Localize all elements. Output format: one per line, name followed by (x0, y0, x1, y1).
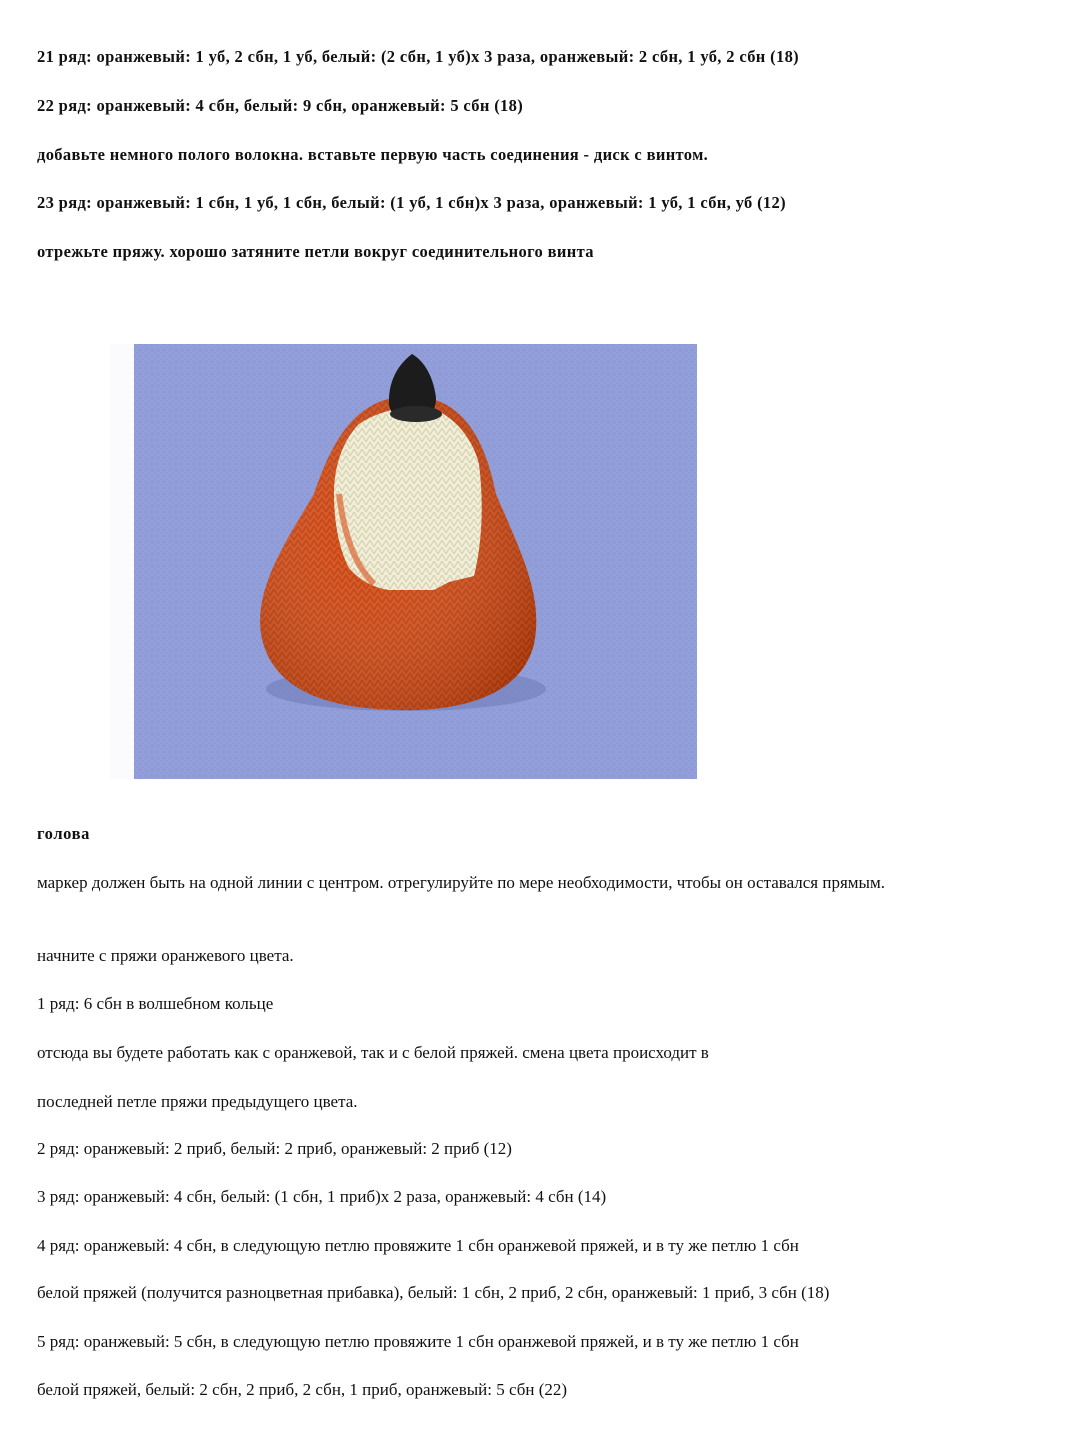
fox-body-photo (134, 344, 697, 779)
row-23-text: 23 ряд: оранжевый: 1 сбн, 1 уб, 1 сбн, белый: (1 уб, 1 сбн)х 3 раза, оранжевый: 1 уб, 1 сбн, уб (12) (37, 193, 786, 212)
row-22-text: 22 ряд: оранжевый: 4 сбн, белый: 9 сбн, оранжевый: 5 сбн (18) (37, 96, 524, 115)
color-note-line-2: последней петле пряжи предыдущего цвета. (37, 1092, 358, 1111)
row-3-text: 3 ряд: оранжевый: 4 сбн, белый: (1 сбн, 1 приб)х 2 раза, оранжевый: 4 сбн (14) (37, 1187, 607, 1206)
marker-note: маркер должен быть на одной линии с центром. отрегулируйте по мере необходимости, чтобы он оставался прямым. (37, 873, 885, 892)
row-5-line-2: белой пряжей, белый: 2 сбн, 2 приб, 2 сбн, 1 приб, оранжевый: 5 сбн (22) (37, 1380, 568, 1399)
row-21-text: 21 ряд: оранжевый: 1 уб, 2 сбн, 1 уб, белый: (2 сбн, 1 уб)х 3 раза, оранжевый: 2 сбн, 1 уб, 2 сбн (18) (37, 47, 800, 66)
row-5-line-1: 5 ряд: оранжевый: 5 сбн, в следующую петлю провяжите 1 сбн оранжевой пряжей, и в ту же петлю 1 сбн (37, 1332, 799, 1351)
stuffing-note: добавьте немного полого волокна. вставьте первую часть соединения - диск с винтом. (37, 145, 709, 164)
fox-body-illustration (134, 344, 697, 779)
row-4-line-1: 4 ряд: оранжевый: 4 сбн, в следующую петлю провяжите 1 сбн оранжевой пряжей, и в ту же петлю 1 сбн (37, 1236, 799, 1255)
row-2-text: 2 ряд: оранжевый: 2 приб, белый: 2 приб, оранжевый: 2 приб (12) (37, 1139, 512, 1158)
row-1-text: 1 ряд: 6 сбн в волшебном кольце (37, 994, 274, 1013)
row-4-line-2: белой пряжей (получится разноцветная прибавка), белый: 1 сбн, 2 приб, 2 сбн, оранжевый: 1 приб, 3 сбн (18) (37, 1283, 830, 1302)
color-note-line-1: отсюда вы будете работать как с оранжевой, так и с белой пряжей. смена цвета происходит в (37, 1043, 709, 1062)
start-note: начните с пряжи оранжевого цвета. (37, 946, 294, 965)
head-section-heading: голова (37, 824, 90, 843)
photo-edge-strip (110, 344, 134, 779)
finish-note: отрежьте пряжу. хорошо затяните петли вокруг соединительного винта (37, 242, 594, 261)
